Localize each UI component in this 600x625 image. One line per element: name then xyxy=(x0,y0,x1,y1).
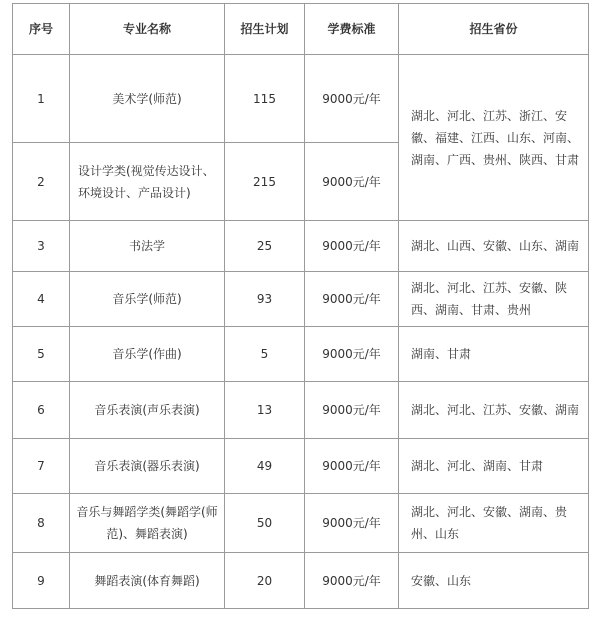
row-no: 3 xyxy=(13,221,70,272)
table-row xyxy=(13,221,589,272)
row-fee: 9000元/年 xyxy=(305,143,399,221)
row-no: 8 xyxy=(13,494,70,553)
row-fee: 9000元/年 xyxy=(305,553,399,609)
table-row xyxy=(13,553,589,609)
row-fee: 9000元/年 xyxy=(305,272,399,327)
row-no: 1 xyxy=(13,55,70,143)
row-major: 美术学(师范) xyxy=(70,55,225,143)
row-fee: 9000元/年 xyxy=(305,494,399,553)
row-fee: 9000元/年 xyxy=(305,439,399,494)
row-major: 设计学类(视觉传达设计、环境设计、产品设计) xyxy=(70,143,225,221)
header-row xyxy=(13,4,589,55)
table-row xyxy=(13,494,589,553)
table-row xyxy=(13,272,589,327)
row-no: 5 xyxy=(13,327,70,382)
row-no: 9 xyxy=(13,553,70,609)
row-plan: 20 xyxy=(225,553,305,609)
row-provinces: 湖北、河北、江苏、安徽、陕西、湖南、甘肃、贵州 xyxy=(399,272,589,327)
table-row xyxy=(13,439,589,494)
row-major: 舞蹈表演(体育舞蹈) xyxy=(70,553,225,609)
row-fee: 9000元/年 xyxy=(305,55,399,143)
row-provinces: 湖北、河北、江苏、安徽、湖南 xyxy=(399,382,589,439)
admissions-table xyxy=(12,3,589,609)
row-plan: 115 xyxy=(225,55,305,143)
row-provinces: 湖南、甘肃 xyxy=(399,327,589,382)
header-major: 专业名称 xyxy=(70,4,225,55)
row-plan: 49 xyxy=(225,439,305,494)
row-fee: 9000元/年 xyxy=(305,221,399,272)
row-fee: 9000元/年 xyxy=(305,327,399,382)
row-plan: 13 xyxy=(225,382,305,439)
row-fee: 9000元/年 xyxy=(305,382,399,439)
row-no: 6 xyxy=(13,382,70,439)
row-plan: 25 xyxy=(225,221,305,272)
row-no: 2 xyxy=(13,143,70,221)
header-plan: 招生计划 xyxy=(225,4,305,55)
table-row xyxy=(13,382,589,439)
row-provinces: 湖北、山西、安徽、山东、湖南 xyxy=(399,221,589,272)
row-provinces: 湖北、河北、湖南、甘肃 xyxy=(399,439,589,494)
row-major: 音乐学(作曲) xyxy=(70,327,225,382)
header-fee: 学费标准 xyxy=(305,4,399,55)
row-plan: 50 xyxy=(225,494,305,553)
header-provinces: 招生省份 xyxy=(399,4,589,55)
row-provinces: 安徽、山东 xyxy=(399,553,589,609)
header-no: 序号 xyxy=(13,4,70,55)
row-provinces-merged: 湖北、河北、江苏、浙江、安徽、福建、江西、山东、河南、湖南、广西、贵州、陕西、甘肃 xyxy=(399,55,589,221)
row-major: 音乐与舞蹈学类(舞蹈学(师范)、舞蹈表演) xyxy=(70,494,225,553)
row-major: 音乐学(师范) xyxy=(70,272,225,327)
table-row xyxy=(13,55,589,143)
row-no: 4 xyxy=(13,272,70,327)
row-plan: 93 xyxy=(225,272,305,327)
row-no: 7 xyxy=(13,439,70,494)
row-provinces: 湖北、河北、安徽、湖南、贵州、山东 xyxy=(399,494,589,553)
row-major: 音乐表演(声乐表演) xyxy=(70,382,225,439)
row-major: 书法学 xyxy=(70,221,225,272)
row-major: 音乐表演(器乐表演) xyxy=(70,439,225,494)
row-plan: 5 xyxy=(225,327,305,382)
table-row xyxy=(13,327,589,382)
row-plan: 215 xyxy=(225,143,305,221)
